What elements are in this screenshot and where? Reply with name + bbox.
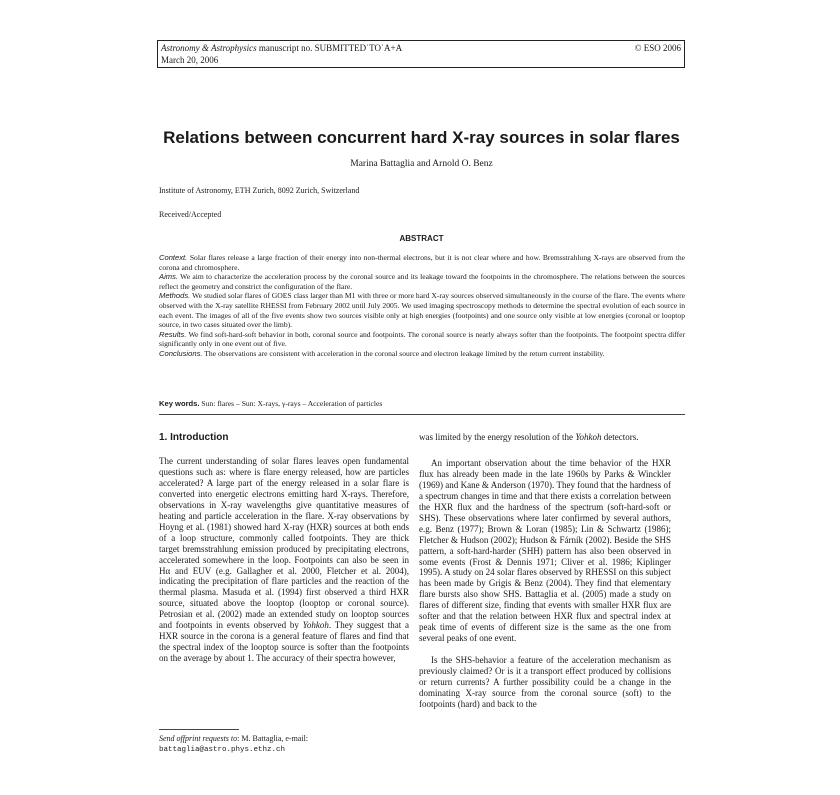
- left-column: [159, 456, 409, 664]
- header-date: March 20, 2006: [161, 55, 219, 65]
- abstract-aims-label: Aims.: [159, 272, 178, 282]
- abstract-methods-text: We studied solar flares of GOES class larger than M1 with three or more hard X-ray sources observed simultaneously in the course of the flare. The events where observed with the X-ray satellite RHESSI from February 2002 until July 2005. We used imaging spectroscopy methods to determine the spectral evolution of each source in each event. The images of all of the five events show two sources visible only at high energies (footpoints) and one source only visible at low energies (coronal or looptop source, in two cases situated over the limb).: [159, 291, 685, 330]
- header-manuscript: manuscript no. SUBMITTED˙TO˙A+A: [256, 43, 403, 53]
- intro-p1-text-a: The current understanding of solar flares leaves open fundamental questions such as: where is flare energy released, how are particles accelerated? A large part of the energy released in a solar flare is converted into energetic electrons emitting hard X-rays. Therefore, observations in X-ray wavelengths give quantitative measures of heating and particle acceleration in the flare. X-ray observations by Hoyng et al. (1981) showed hard X-ray (HXR) sources at both ends of a loop structure, commonly called footpoints. They are thick target bremsstrahlung emission produced by precipitating electrons, accelerated somewhere in the loop. Footpoints can also be seen in Hα and EUV (e.g. Gallagher et al. 2000, Fletcher et al. 2004), indicating the precipitation of flare particles and the reaction of the thermal plasma. Masuda et al. (1994) first observed a third HXR source, situated above the looptop (looptop or coronal source). Petrosian et al. (2002) made an extended study on looptop sources and footpoints in events observed by: [159, 456, 409, 631]
- header-journal-line: [161, 42, 402, 54]
- header-journal: Astronomy & Astrophysics: [161, 43, 257, 53]
- footnote-divider: [159, 729, 239, 730]
- section-heading-introduction: 1. Introduction: [159, 432, 229, 443]
- keywords-line: [159, 399, 382, 408]
- abstract-context-label: Context.: [159, 253, 188, 262]
- paper-title: Relations between concurrent hard X-ray sources in solar flares: [163, 128, 680, 147]
- abstract-divider: [159, 414, 685, 415]
- received-accepted: Received/Accepted: [159, 210, 222, 219]
- header-copyright: © ESO 2006: [634, 43, 681, 53]
- intro-paragraph-1: [159, 456, 409, 664]
- abstract-results-label: Results.: [159, 329, 187, 339]
- abstract-conclusions-label: Conclusions.: [159, 348, 203, 358]
- paper-page: [145, 0, 698, 795]
- intro-p0-yohkoh: Yohkoh: [575, 432, 602, 442]
- footnote-email: battaglia@astro.phys.ethz.ch: [159, 746, 286, 754]
- abstract-methods-label: Methods.: [159, 291, 191, 301]
- intro-p0-text-a: was limited by the energy resolution of the: [419, 432, 576, 442]
- running-header-box: [157, 40, 685, 68]
- keywords-text: Sun: flares – Sun: X-rays, γ-rays – Acceleration of particles: [199, 399, 383, 408]
- abstract-conclusions-text: The observations are consistent with acceleration in the coronal source and electron leakage limited by the return current instability.: [202, 348, 605, 358]
- abstract-aims: [159, 272, 685, 291]
- abstract-context-text: Solar flares release a large fraction of their energy into non-thermal electrons, but it is not clear where and how. Bremsstrahlung X-rays are observed from the corona and chromosphere.: [159, 253, 685, 272]
- footnote-label: Send offprint requests to: [159, 734, 238, 743]
- intro-paragraph-2: An important observation about the time behavior of the HXR flux has already been made in the late 1960s by Parks & Winckler (1969) and Kane & Anderson (1970). They found that the hardness of a spectrum changes in time and that there exists a correlation between the HXR flux and the hardness of the spectrum (soft-hard-soft or SHS). These observations where later confirmed by several authors, e.g. Benz (1977); Brown & Loran (1985); Lin & Schwartz (1986); Fletcher & Hudson (2002); Hudson & Fárník (2002). Beside the SHS pattern, a soft-hard-harder (SHH) pattern has also been observed in some events (Frost & Dennis 1971; Cliver et al. 1986; Kiplinger 1995). A study on 24 solar flares observed by RHESSI on this subject has been made by Grigis & Benz (2004). They find that elementary flare bursts also show SHS. Battaglia et al. (2005) made a study on flares of different size, finding that events with smaller HXR flux are softer and that the relation between HXR flux and spectral index at peak time of events of different size is the same as the one from several peaks of one event.: [419, 457, 671, 644]
- keywords-label: Key words.: [159, 399, 200, 408]
- intro-paragraph-3: Is the SHS-behavior a feature of the acceleration mechanism as previously claimed? Or is it a transport effect produced by collisions or return currents? A further possibility could be a change in the dominating X-ray source from the coronal source (soft) to the footpoints (hard) and back to the: [419, 655, 671, 709]
- author-institution: Institute of Astronomy, ETH Zurich, 8092 Zurich, Switzerland: [159, 186, 360, 195]
- abstract-methods: [159, 291, 685, 329]
- intro-p1-yohkoh: Yohkoh: [302, 620, 329, 631]
- footnote-name: : M. Battaglia, e-mail:: [237, 734, 309, 743]
- abstract-results: [159, 330, 685, 349]
- footnote: [159, 734, 409, 755]
- intro-paragraph-continued: [419, 432, 671, 443]
- abstract-context: [159, 253, 685, 272]
- intro-p0-text-b: detectors.: [601, 432, 639, 442]
- abstract-conclusions: [159, 349, 685, 359]
- paper-authors: Marina Battaglia and Arnold O. Benz: [350, 159, 493, 169]
- abstract-heading: ABSTRACT: [399, 234, 444, 243]
- abstract-body: [159, 253, 685, 359]
- abstract-results-text: We find soft-hard-soft behavior in both, coronal source and footpoints. The coronal source is nearly always softer than the footpoints. The footpoint spectra differ significantly only in one event out of five.: [159, 329, 685, 349]
- abstract-aims-text: We aim to characterize the acceleration process by the coronal source and its leakage toward the footpoints in the chromosphere. The relations between the sources reflect the geometry and constrict the configuration of the flare.: [159, 272, 685, 291]
- intro-p1-text-b: . They suggest that a HXR source in the corona is a general feature of flares and find that the spectral index of the looptop source is softer than the footpoints on the average by about 1. The accuracy of their spectra however,: [159, 620, 409, 664]
- right-column: [419, 432, 671, 710]
